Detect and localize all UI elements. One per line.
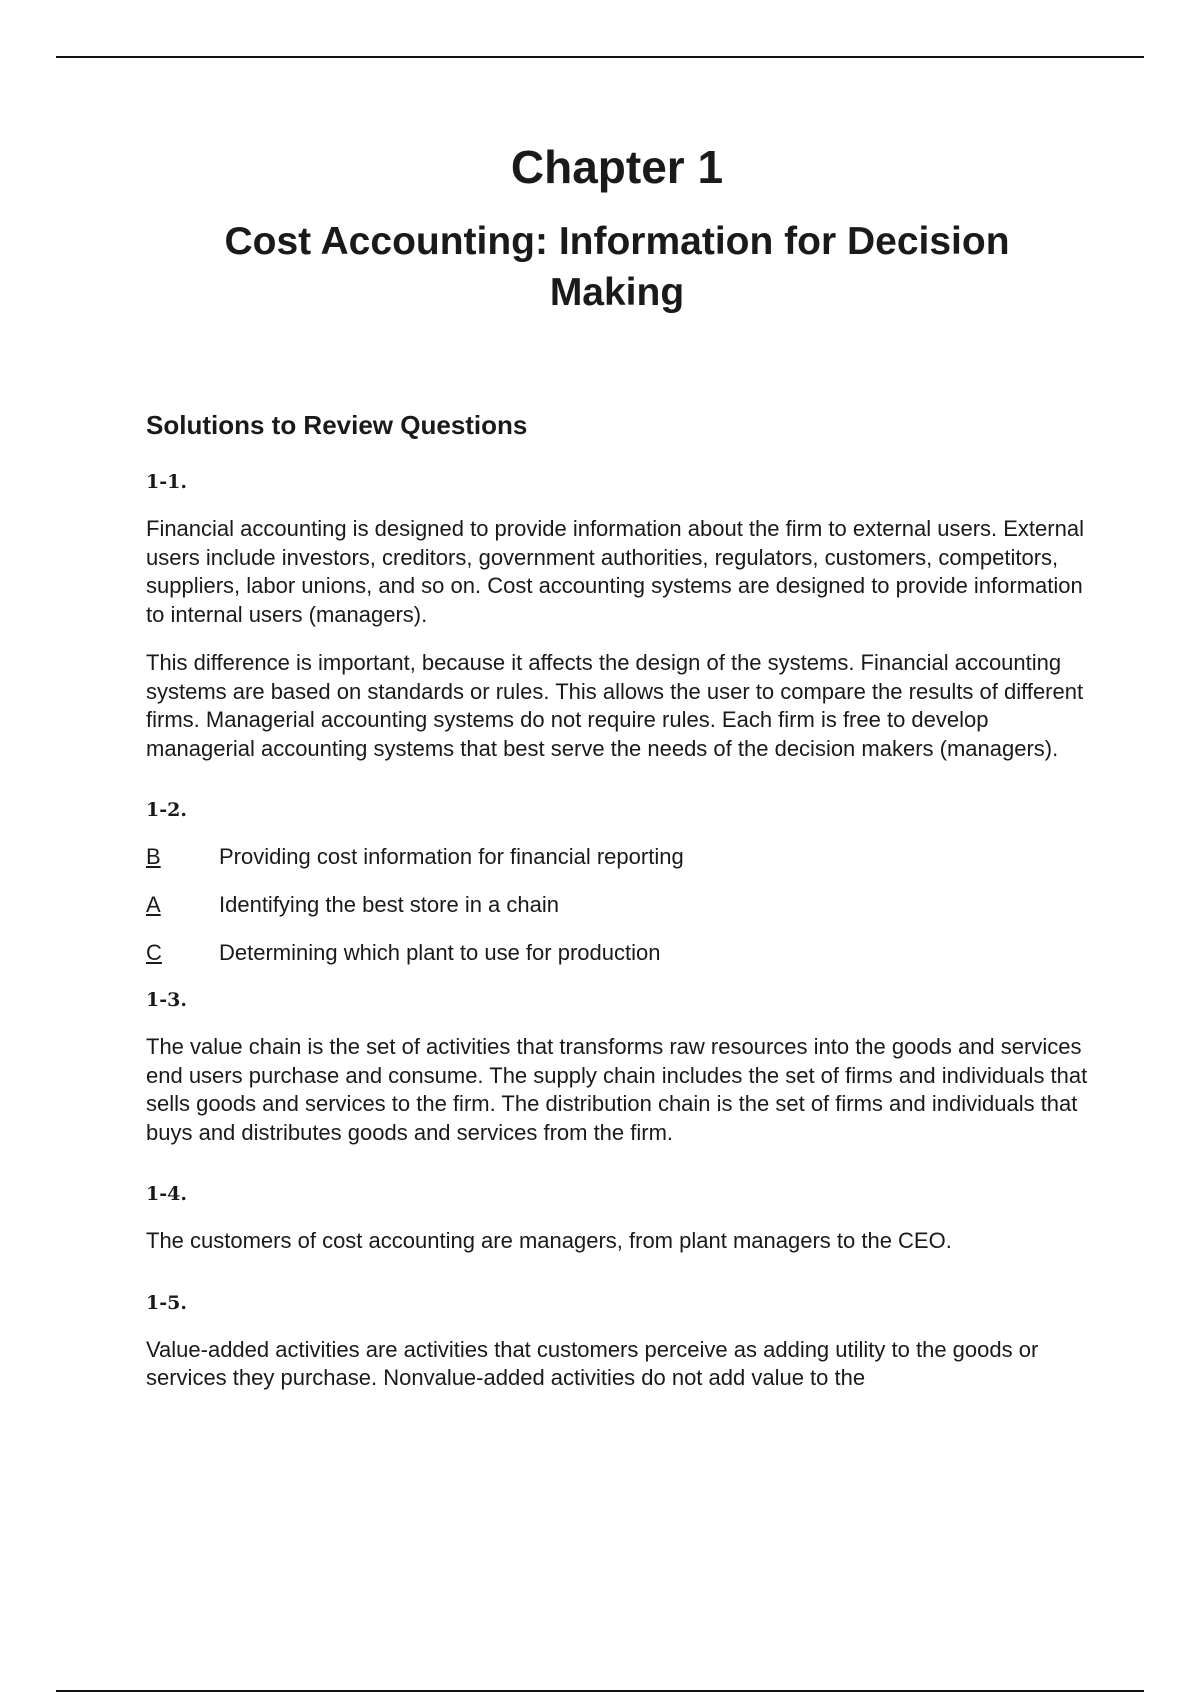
answer-item: [146, 843, 1096, 871]
question-1-5: [146, 1292, 1096, 1393]
answer-paragraph: This difference is important, because it affects the design of the systems. Financial accounting systems are based on standards or rules. This allows the user to compare the results of different firms. Managerial accounting systems do not require rules. Each firm is free to develop managerial accounting systems that best serve the needs of the decision makers (managers).: [146, 650, 1084, 761]
answer-paragraph: Value-added activities are activities that customers perceive as adding utility to the goods or services they purchase. Nonvalue-added activities do not add value to the: [146, 1336, 1039, 1390]
chapter-number: Chapter 1: [510, 141, 724, 193]
bottom-rule: [56, 1690, 1144, 1692]
answer-letter: B: [146, 844, 161, 869]
answer-paragraph: Financial accounting is designed to provide information about the firm to external users. External users include investors, creditors, government authorities, regulators, customers, competitors, suppliers, labor unions, and so on. Cost accounting systems are designed to provide information to internal users (managers).: [146, 516, 1084, 627]
top-rule: [56, 56, 1144, 58]
question-1-3: [146, 989, 1096, 1147]
question-1-4: [146, 1183, 1096, 1256]
question-1-2: [146, 799, 1096, 967]
question-number: 1-3.: [146, 989, 187, 1011]
question-number: 1-5.: [146, 1291, 187, 1314]
page-content: [146, 410, 1096, 1413]
answer-paragraph: The customers of cost accounting are managers, from plant managers to the CEO.: [146, 1228, 952, 1253]
question-number: 1-1.: [146, 471, 187, 493]
answer-list: [146, 843, 1096, 967]
answer-text: Identifying the best store in a chain: [219, 892, 559, 917]
answer-text: Providing cost information for financial reporting: [219, 844, 684, 869]
answer-letter: C: [146, 940, 162, 965]
chapter-title: Cost Accounting: Information for Decision Making: [224, 220, 1010, 314]
answer-text: Determining which plant to use for production: [219, 940, 661, 965]
answer-item: [146, 939, 1096, 967]
question-1-1: [146, 471, 1096, 763]
question-number: 1-4.: [146, 1183, 187, 1205]
question-number: 1-2.: [146, 799, 187, 821]
answer-letter: A: [146, 892, 161, 917]
answer-paragraph: The value chain is the set of activities that transforms raw resources into the goods and services end users purchase and consume. The supply chain includes the set of firms and individuals that sells goods and services to the firm. The distribution chain is the set of firms and individuals that buys and distributes goods and services from the firm.: [146, 1034, 1088, 1145]
answer-item: [146, 891, 1096, 919]
section-heading: Solutions to Review Questions: [146, 410, 528, 440]
